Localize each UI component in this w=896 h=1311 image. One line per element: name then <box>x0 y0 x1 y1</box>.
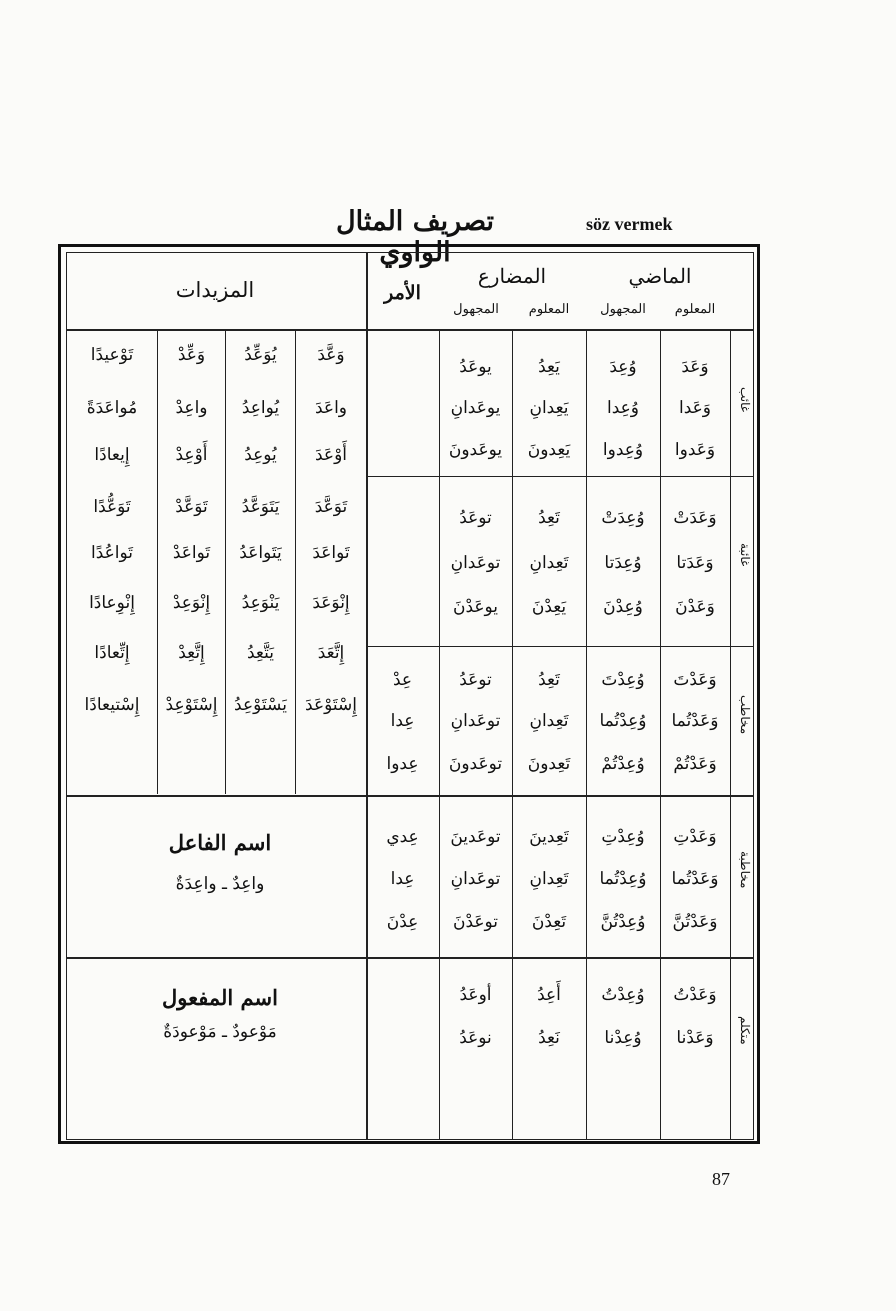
mazid-c1-r3: أَوْعَدَ <box>315 445 347 465</box>
g2-r2-mudari-malum: تَعِدانِ <box>529 553 569 573</box>
g3-r2-madi-malum: وَعَدْتُما <box>671 711 719 731</box>
ism-fail-forms: واعِدٌ ـ واعِدَةٌ <box>175 874 265 894</box>
mazid-c2-r5: يَتَواعَدُ <box>239 543 282 563</box>
mazid-c4-r2: مُواعَدَةً <box>86 398 138 418</box>
mazid-c3-r1: وَعِّدْ <box>177 345 206 365</box>
g2-r2-mudari-majhul: توعَدانِ <box>450 553 501 573</box>
mazid-c1-r6: إِنْوَعَدَ <box>312 593 350 613</box>
g3-r1-amr: عِدْ <box>392 670 413 690</box>
g1-r3-madi-malum: وَعَدوا <box>674 440 716 460</box>
mazid-c3-r7: إِتَّعِدْ <box>178 643 205 663</box>
g3-r3-mudari-malum: تَعِدونَ <box>527 754 571 774</box>
g5-r1-madi-malum: وَعَدْتُ <box>673 985 717 1005</box>
mazid-c3-r8: إِسْتَوْعِدْ <box>165 695 218 715</box>
g3-r2-mudari-malum: تَعِدانِ <box>529 711 569 731</box>
g4-r1-mudari-malum: تَعِدينَ <box>529 827 569 847</box>
header-madi-malum: المعلوم <box>674 302 716 317</box>
mazid-c3-r5: تَواعَدْ <box>172 543 211 563</box>
g4-r1-madi-majhul: وُعِدْتِ <box>601 827 645 847</box>
g4-r1-mudari-majhul: توعَدينَ <box>450 827 501 847</box>
header-mazid: المزيدات <box>175 278 255 302</box>
g4-r1-madi-malum: وَعَدْتِ <box>673 827 717 847</box>
g1-r2-madi-malum: وَعَدا <box>679 398 711 418</box>
g1-r1-madi-malum: وَعَدَ <box>681 357 709 377</box>
g2-r1-mudari-majhul: توعَدُ <box>459 508 492 528</box>
g5-r1-mudari-malum: أَعِدُ <box>537 985 561 1005</box>
mazid-c1-r5: تَواعَدَ <box>312 543 350 563</box>
g5-r1-madi-majhul: وُعِدْتُ <box>601 985 645 1005</box>
g2-r3-mudari-majhul: يوعَدْنَ <box>452 597 499 617</box>
mazid-c3-r4: تَوَعَّدْ <box>175 497 208 517</box>
g5-r2-madi-malum: وَعَدْنا <box>676 1028 714 1048</box>
ism-fail-title: اسم الفاعل <box>168 830 272 855</box>
g1-r1-mudari-majhul: يوعَدُ <box>459 357 492 377</box>
g1-r2-mudari-majhul: يوعَدانِ <box>450 398 501 418</box>
page-title-arabic: تصريف المثال الواوي <box>335 206 495 268</box>
mazid-c2-r6: يَنْوَعِدُ <box>241 593 280 613</box>
g3-r1-madi-majhul: وُعِدْتَ <box>601 670 645 690</box>
header-madi: الماضي <box>628 264 692 288</box>
g4-r2-mudari-malum: تَعِدانِ <box>529 869 569 889</box>
mazid-c2-r7: يَتَّعِدُ <box>247 643 274 663</box>
g4-r1-amr: عِدي <box>386 827 419 847</box>
g1-r3-mudari-malum: يَعِدونَ <box>527 440 571 460</box>
g3-r1-mudari-malum: تَعِدُ <box>538 670 560 690</box>
mazid-c4-r1: تَوْعيدًا <box>90 345 134 365</box>
header-amr: الأمر <box>384 282 421 304</box>
mazid-c1-r7: إِتَّعَدَ <box>317 643 345 663</box>
header-mudari: المضارع <box>477 264 547 288</box>
g4-r2-madi-majhul: وُعِدْتُما <box>599 869 647 889</box>
header-mudari-majhul: المجهول <box>453 302 499 317</box>
g4-r3-madi-majhul: وُعِدْتُنَّ <box>600 912 646 932</box>
page-number: 87 <box>712 1169 730 1189</box>
mazid-c4-r4: تَوَعُّدًا <box>93 497 131 517</box>
g2-r2-madi-malum: وَعَدَتا <box>676 553 714 573</box>
g2-r1-madi-majhul: وُعِدَتْ <box>601 508 645 528</box>
group-label-2: غائبة <box>738 543 752 567</box>
g1-r2-madi-majhul: وُعِدا <box>607 398 639 418</box>
g5-r2-mudari-majhul: نوعَدُ <box>459 1028 492 1048</box>
g1-r3-mudari-majhul: يوعَدونَ <box>448 440 503 460</box>
mazid-c2-r3: يُوعِدُ <box>244 445 277 465</box>
g4-r2-madi-malum: وَعَدْتُما <box>671 869 719 889</box>
group-label-3: مخاطب <box>738 695 752 735</box>
g2-r3-madi-majhul: وُعِدْنَ <box>603 597 643 617</box>
g3-r2-mudari-majhul: توعَدانِ <box>450 711 501 731</box>
g4-r2-mudari-majhul: توعَدانِ <box>450 869 501 889</box>
mazid-c4-r6: إِنْوِعادًا <box>89 593 135 613</box>
g4-r3-mudari-malum: تَعِدْنَ <box>531 912 567 932</box>
ism-maful-forms: مَوْعودٌ ـ مَوْعودَةٌ <box>163 1022 277 1042</box>
ism-maful-title: اسم المفعول <box>162 985 278 1010</box>
g2-r3-mudari-malum: يَعِدْنَ <box>531 597 567 617</box>
mazid-c4-r7: إِتِّعادًا <box>94 643 130 663</box>
page-title-turkish: söz vermek <box>586 214 673 234</box>
group-label-4: مخاطبة <box>738 851 752 889</box>
mazid-c2-r1: يُوَعِّدُ <box>244 345 277 365</box>
g2-r2-madi-majhul: وُعِدَتا <box>604 553 642 573</box>
group-label-1: غائب <box>738 387 752 413</box>
mazid-c1-r8: إِسْتَوْعَدَ <box>305 695 357 715</box>
g1-r2-mudari-malum: يَعِدانِ <box>529 398 569 418</box>
g4-r3-mudari-majhul: توعَدْنَ <box>452 912 499 932</box>
g4-r3-madi-malum: وَعَدْتُنَّ <box>672 912 718 932</box>
g5-r2-madi-majhul: وُعِدْنا <box>604 1028 642 1048</box>
mazid-c4-r5: تَواعُدًا <box>90 543 134 563</box>
header-mudari-malum: المعلوم <box>528 302 570 317</box>
g3-r3-mudari-majhul: توعَدونَ <box>448 754 503 774</box>
g5-r2-mudari-malum: نَعِدُ <box>538 1028 560 1048</box>
g2-r1-madi-malum: وَعَدَتْ <box>673 508 717 528</box>
mazid-c1-r2: واعَدَ <box>315 398 347 418</box>
mazid-c3-r2: واعِدْ <box>175 398 208 418</box>
g5-r1-mudari-majhul: أوعَدُ <box>459 985 492 1005</box>
g3-r1-madi-malum: وَعَدْتَ <box>673 670 717 690</box>
g1-r3-madi-majhul: وُعِدوا <box>602 440 644 460</box>
mazid-c1-r1: وَعَّدَ <box>317 345 345 365</box>
g2-r3-madi-malum: وَعَدْنَ <box>675 597 715 617</box>
g1-r1-mudari-malum: يَعِدُ <box>538 357 560 377</box>
mazid-c2-r2: يُواعِدُ <box>241 398 280 418</box>
mazid-c2-r4: يَتَوَعَّدُ <box>241 497 280 517</box>
mazid-c3-r6: إِنْوَعِدْ <box>172 593 211 613</box>
g4-r3-amr: عِدْنَ <box>386 912 419 932</box>
mazid-c4-r8: إِسْتيعادًا <box>84 695 140 715</box>
g3-r3-madi-malum: وَعَدْتُمْ <box>673 754 717 774</box>
g3-r1-mudari-majhul: توعَدُ <box>459 670 492 690</box>
group-label-5: متكلم <box>738 1015 752 1045</box>
g3-r3-madi-majhul: وُعِدْتُمْ <box>601 754 645 774</box>
g4-r2-amr: عِدا <box>390 869 415 889</box>
mazid-c1-r4: تَوَعَّدَ <box>314 497 348 517</box>
mazid-c3-r3: أَوْعِدْ <box>175 445 208 465</box>
header-madi-majhul: المجهول <box>600 302 646 317</box>
g1-r1-madi-majhul: وُعِدَ <box>609 357 637 377</box>
mazid-c4-r3: إِيعادًا <box>94 445 130 465</box>
g2-r1-mudari-malum: تَعِدُ <box>538 508 560 528</box>
g3-r2-amr: عِدا <box>390 711 415 731</box>
g3-r2-madi-majhul: وُعِدْتُما <box>599 711 647 731</box>
mazid-c2-r8: يَسْتَوْعِدُ <box>234 695 287 715</box>
g3-r3-amr: عِدوا <box>386 754 419 774</box>
